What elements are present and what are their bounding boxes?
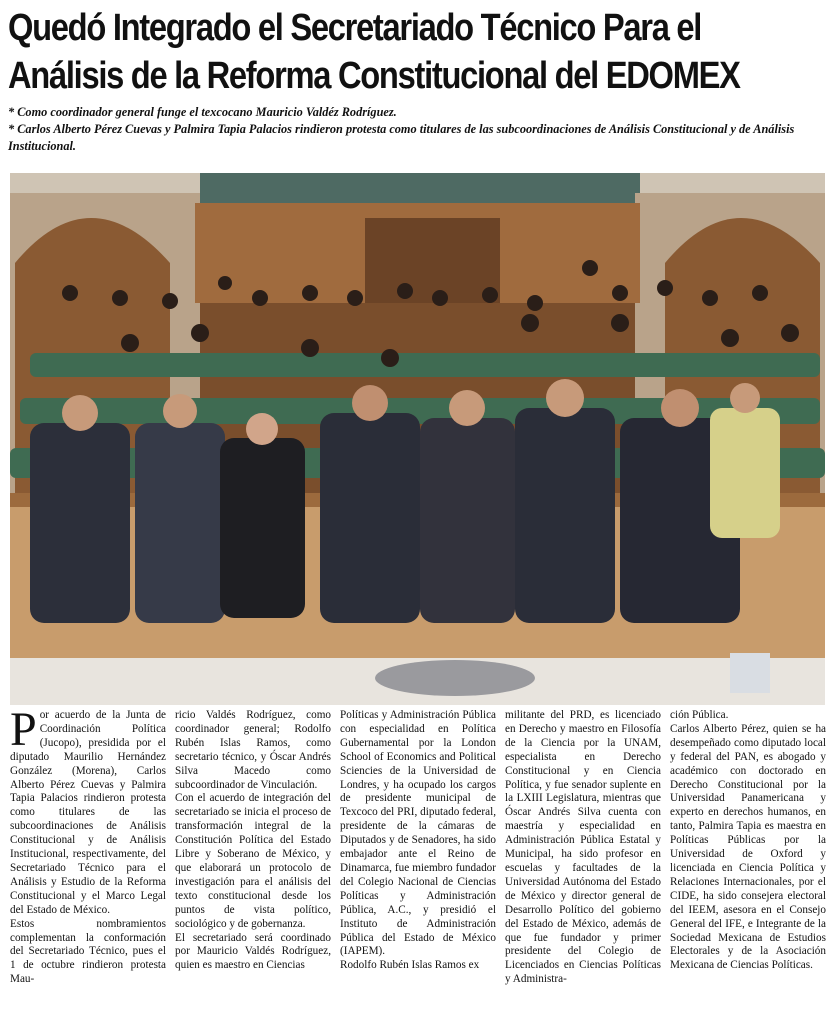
article-column-4 — [505, 709, 661, 1021]
paragraph: Estos nombramientos complementan la conformación del Secretariado Técnico, pues el 1 de octubre rindieron protesta Mau- — [10, 917, 166, 986]
headline — [8, 4, 829, 100]
paragraph: ción Pública. — [670, 709, 729, 721]
article-column-3 — [340, 709, 496, 1021]
paragraph: Carlos Alberto Pérez, quien se ha desempeñado como diputado local y federal del PAN, es abogado y académico con doctorado en Derecho Constitucional por la Universidad Panamericana y experto en derechos humanos, en tanto, Palmira Tapia es maestra en Políticas Públicas por la Universidad de Oxford y licenciada en Ciencia Política y Relaciones Internacionales, por el CIDE, ha sido consejera electoral del IEEM, asesora en el Consejo General del IFE, e Integrante de la Sociedad Mexicana de Estudios Electorales y de la Asociación Mexicana de Ciencias Políticas. — [670, 722, 826, 972]
subheadlines — [8, 104, 830, 155]
legislature-swearing-in-photo — [10, 173, 825, 705]
headline-line-2: Análisis de la Reforma Constitucional del EDOMEX — [8, 55, 740, 97]
subheadline-2: * Carlos Alberto Pérez Cuevas y Palmira Tapia Palacios rindieron protesta como titulares de las subcoordinaciones de Análisis Constitucional y de Análisis Institucional. — [8, 122, 795, 153]
paragraph: El secretariado será coordinado por Mauricio Valdés Rodríguez, quien es maestro en Ciencias — [175, 931, 331, 972]
news-photo — [10, 173, 825, 705]
headline-line-1: Quedó Integrado el Secretariado Técnico Para el — [8, 7, 702, 49]
article-column-5 — [670, 709, 826, 1021]
subheadline-1: * Como coordinador general funge el texcocano Mauricio Valdéz Rodríguez. — [8, 105, 397, 119]
article-body — [10, 709, 826, 1021]
paragraph: militante del PRD, es licenciado en Derecho y maestro en Filosofía de la Ciencia por la UNAM, especialista en Derecho Constitucional y en Ciencia Política, y fue senador suplente en la LXIII Legislatura, mientras que Óscar Andrés Silva cuenta con maestría y especialidad en Administración Pública Estatal y Municipal, ha sido profesor en escuelas y facultades de la Universidad Autónoma del Estado de México y director general de Desarrollo Político del gobierno del Estado de México, además de que fue fundador y primer presidente del Colegio de Licenciados en Ciencias Políticas y Administra- — [505, 709, 661, 986]
paragraph: or acuerdo de la Junta de Coordinación Política (Jucopo), presidida por el diputado Maurilio Hernández González (Morena), Carlos Alberto Pérez Cuevas y Palmira Tapia Palacios rindieron protesta como titulares de las subcoordinaciones de Análisis Constitucional y de Análisis Institucional, respectivamente, del Secretariado Técnico para el Análisis y Estudio de la Reforma Constitucional y el Marco Legal del Estado de México. — [10, 709, 166, 916]
paragraph: ricio Valdés Rodríguez, como coordinador general; Rodolfo Rubén Islas Ramos, como secretario técnico, y Óscar Andrés Silva Macedo como subcoordinador de Vinculación. — [175, 709, 331, 791]
dropcap: P — [10, 709, 37, 756]
article-column-2 — [175, 709, 331, 1021]
paragraph: Con el acuerdo de integración del secretariado se inicia el proceso de transformación integral de la Constitución Política del Estado Libre y Soberano de México, y que elaborará un protocolo de investigación para el análisis del texto constitucional desde los puntos de vista político, sociológico y de gobernanza. — [175, 792, 331, 930]
paragraph: Políticas y Administración Pública con especialidad en Política Gubernamental por la London School of Economics and Political Sciencies de la Universidad de Londres, y ha ocupado los cargos de presidente municipal de Texcoco del PRI, diputado federal, presidente de la cámaras de Diputados y de Senadores, ha sido embajador ante el Reino de Dinamarca, fue miembro fundador del Colegio Nacional de Ciencias Políticas y Administración Pública, A.C., y presidió el Instituto de Administración Pública del Estado de México (IAPEM). — [340, 709, 496, 958]
article-column-1 — [10, 709, 166, 1021]
paragraph: Rodolfo Rubén Islas Ramos ex — [340, 959, 480, 972]
